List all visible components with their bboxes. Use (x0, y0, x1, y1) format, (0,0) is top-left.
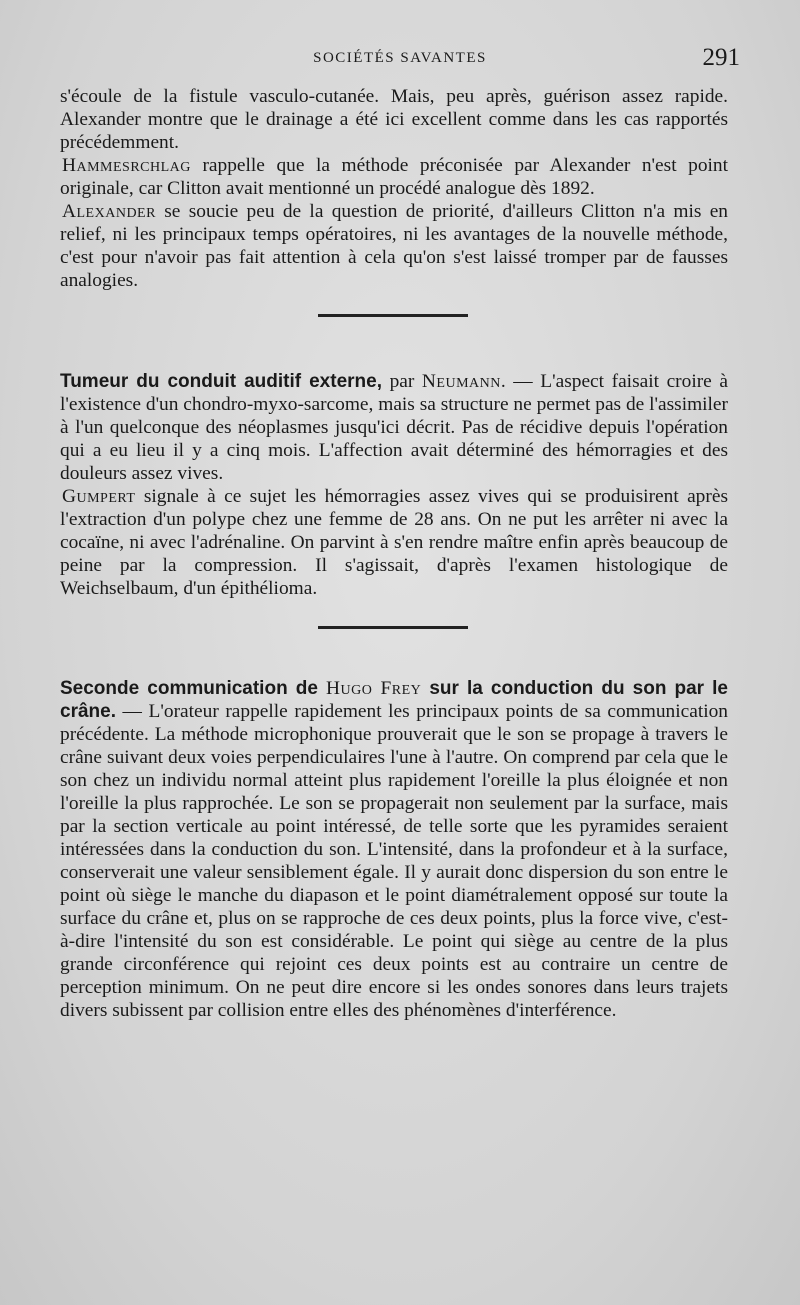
speaker-name: Alexander (62, 201, 156, 222)
page-header (60, 44, 740, 76)
section-title-part: Seconde communication de (60, 678, 326, 699)
paragraph-tumeur (60, 370, 728, 485)
paragraph-text: — L'orateur rappelle rapidement les principaux points de sa communication précédente. La méthode microphonique prouverait que le son se propage à travers le crâne suivant deux voies perpendiculaires l'une à l'autre. On comprend par cela que le son chez un individu normal atteint plus rapidement l'oreille la plus éloignée et non l'oreille la plus rapprochée. Le son se propagerait non seulement par la surface, mais par la section verticale au point intéressé, de telle sorte que les pyramides seraient intéressées dans la conduction du son. L'intensité, dans la profondeur et à la surface, conserverait une valeur sensiblement égale. Il y aurait donc dispersion du son entre le point où siège le manche du diapason et le point diamétralement opposé sur toute la surface du crâne et, plus on se rapproche de ces deux points, plus la force vive, c'est-à-dire l'intensité du son est considérable. Le point qui siège au centre de la plus grande circonférence qui rejoint ces deux points est au contraire un centre de perception minimum. On ne peut dire encore si les ondes sonores dans leurs trajets divers subissent par collision entre elles des phénomènes d'interférence. (60, 701, 728, 1021)
paragraph-hammesrchlag (60, 154, 728, 200)
paragraph-text: . — L'aspect faisait croire à l'existence d'un chondro-myxo-sarcome, mais sa structure ne permet pas de l'assimiler à l'un quelconque des néoplasmes jusqu'ici décrit. Pas de récidive depuis l'opération qui a eu lieu il y a cinq mois. L'affection avait déterminé des hémorragies et des douleurs assez vives. (60, 371, 728, 484)
paragraph-seconde-communication (60, 677, 728, 1022)
paragraph-fistule: s'écoule de la fistule vasculo-cutanée. Mais, peu après, guérison assez rapide. Alexander montre que le drainage a été ici excellent comme dans les cas rapportés précédemment. (60, 86, 728, 153)
speaker-name: Hammesrchlag (62, 155, 191, 176)
paragraph-text: rappelle que la méthode préconisée par Alexander n'est point originale, car Clitton avait mentionné un procédé analogue dès 1892. (60, 155, 728, 199)
running-head: SOCIÉTÉS SAVANTES (313, 50, 487, 66)
paragraph-alexander (60, 200, 728, 292)
paragraph-text: signale à ce sujet les hémorragies assez vives qui se produisirent après l'extraction d'un polype chez une femme de 28 ans. On ne put les arrêter ni avec la cocaïne, ni avec l'adrénaline. On parvint à s'en rendre maître enfin après beaucoup de peine par la compression. Il s'agissait, d'après l'examen histologique de Weichselbaum, d'un épithélioma. (60, 486, 728, 599)
author-name: Neumann (421, 371, 501, 392)
paragraph-text: se soucie peu de la question de priorité, d'ailleurs Clitton n'a mis en relief, ni les principaux temps opératoires, ni les avantages de la nouvelle méthode, c'est pour n'avoir pas fait attention à cela qu'on s'est laissé tromper par de fausses analogies. (60, 201, 728, 291)
speaker-name: Gumpert (62, 486, 136, 507)
author-name: Hugo Frey (326, 678, 422, 699)
page-number: 291 (702, 44, 740, 71)
section-title: Tumeur du conduit auditif externe, (60, 371, 382, 392)
page-body (60, 85, 728, 1022)
section-title-part: sur la conduction du son par le crâne. (60, 678, 728, 722)
title-by: par (381, 371, 422, 392)
paragraph-gumpert (60, 485, 728, 600)
